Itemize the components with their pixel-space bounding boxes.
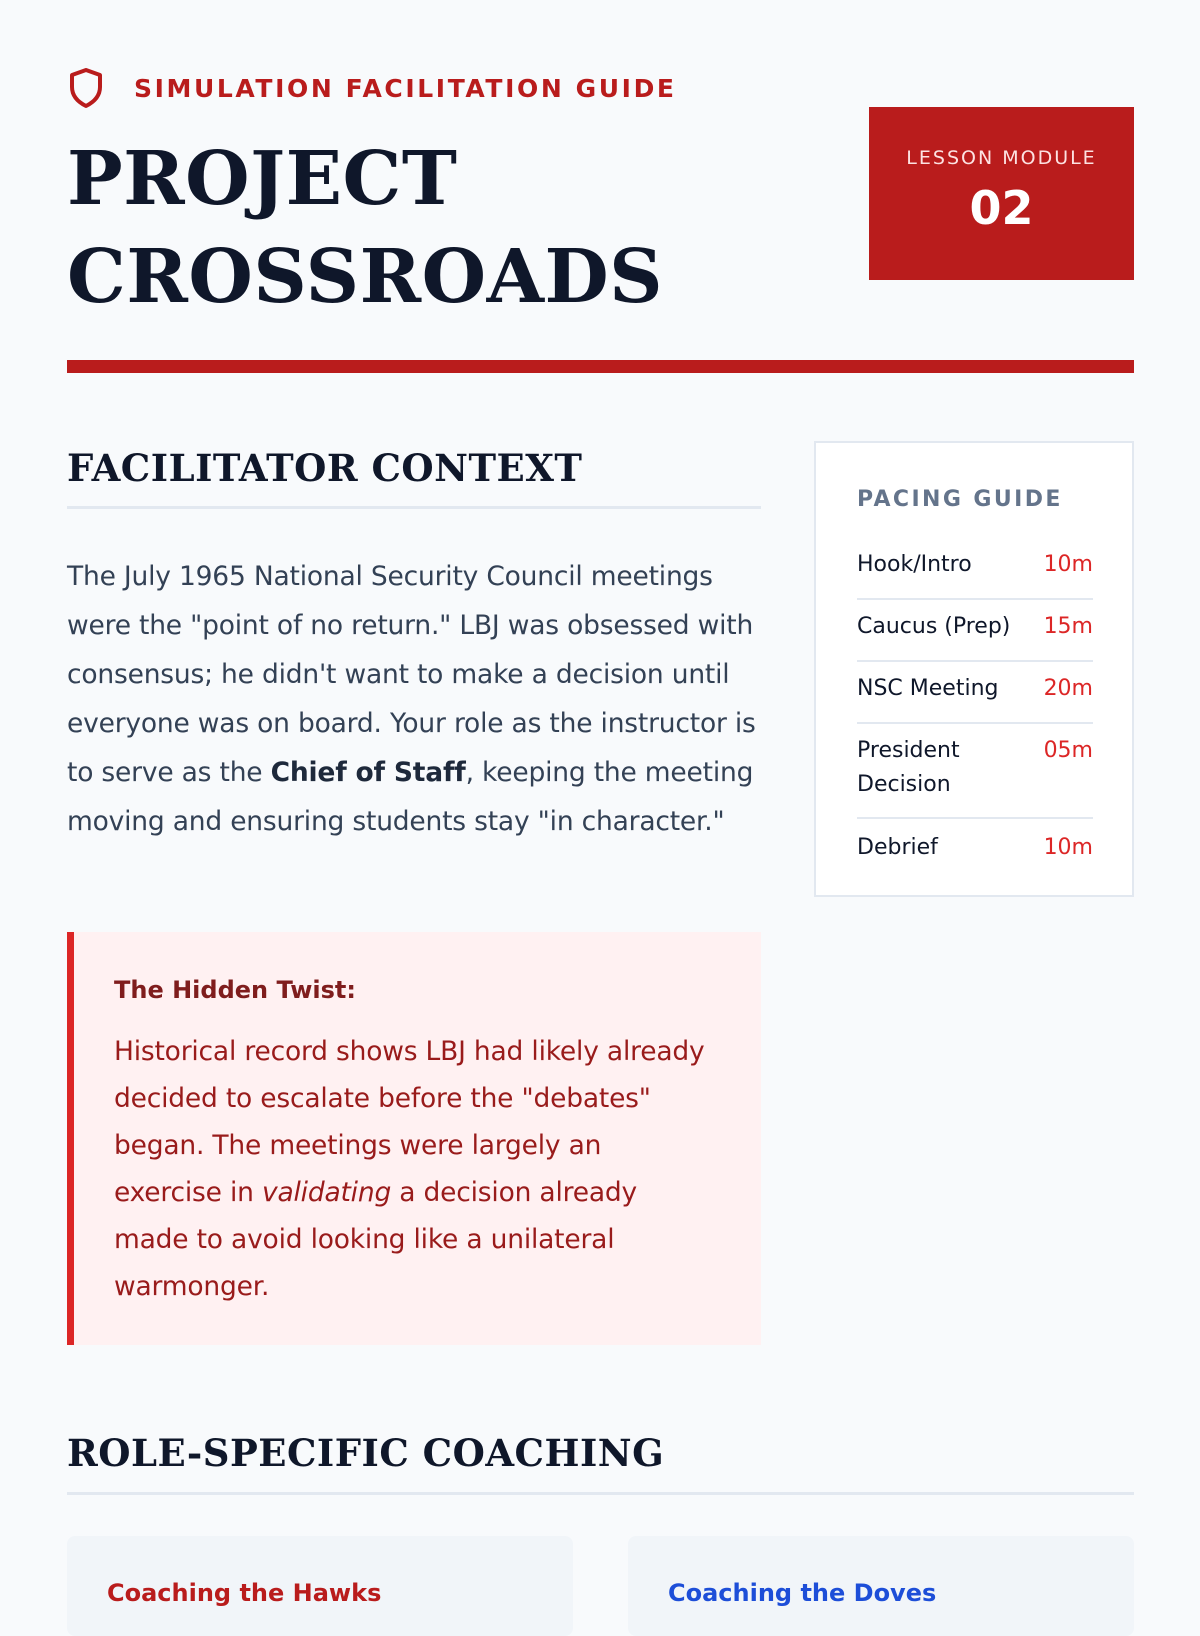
title-line-1: PROJECT xyxy=(67,136,458,222)
context-bold-role: Chief of Staff xyxy=(270,757,466,788)
module-number: 02 xyxy=(969,181,1034,235)
kicker-text: SIMULATION FACILITATION GUIDE xyxy=(134,73,677,103)
twist-title: The Hidden Twist: xyxy=(114,976,356,1004)
module-label: LESSON MODULE xyxy=(906,147,1097,169)
pacing-row xyxy=(857,538,1093,600)
pacing-item-time: 05m xyxy=(1043,738,1093,763)
guide-kicker xyxy=(67,66,677,110)
pacing-row xyxy=(857,600,1093,662)
pacing-list xyxy=(857,538,1093,881)
pacing-row xyxy=(857,724,1093,819)
facilitation-guide-page xyxy=(67,0,1134,1607)
coaching-doves-card xyxy=(628,1536,1134,1636)
pacing-item-label: President Decision xyxy=(857,738,960,797)
coaching-hawks-title: Coaching the Hawks xyxy=(107,1579,382,1607)
header-divider xyxy=(67,360,1134,373)
pacing-item-label: Caucus (Prep) xyxy=(857,614,1011,639)
title-line-2: CROSSROADS xyxy=(67,234,664,320)
pacing-item-time: 10m xyxy=(1043,552,1093,577)
twist-body xyxy=(114,1028,714,1310)
shield-icon xyxy=(67,66,105,110)
hidden-twist-callout xyxy=(67,932,761,1345)
pacing-guide-card xyxy=(814,441,1134,897)
twist-text-2: a decision already made to avoid looking like a unilateral warmonger. xyxy=(114,1177,637,1302)
coaching-doves-title: Coaching the Doves xyxy=(668,1579,937,1607)
context-divider xyxy=(67,506,761,509)
context-text-1: The July 1965 National Security Council meetings were the "point of no return." LBJ was obsessed with consensus; he didn't want to make a decision until everyone was on board. Your role as the instructor is to serve as the xyxy=(67,561,756,788)
role-coaching-heading: ROLE-SPECIFIC COACHING xyxy=(67,1431,665,1475)
pacing-item-label: Debrief xyxy=(857,835,938,860)
pacing-item-time: 20m xyxy=(1043,676,1093,701)
coaching-hawks-card xyxy=(67,1536,573,1636)
context-text-2: , keeping the meeting moving and ensuring students stay "in character." xyxy=(67,757,754,837)
pacing-guide-title: PACING GUIDE xyxy=(857,487,1063,512)
twist-text-1: Historical record shows LBJ had likely already decided to escalate before the "debates" began. The meetings were largely an exercise in xyxy=(114,1036,705,1208)
pacing-item-time: 10m xyxy=(1043,835,1093,860)
role-divider xyxy=(67,1492,1134,1495)
pacing-row xyxy=(857,819,1093,881)
twist-italic: validating xyxy=(261,1177,392,1208)
pacing-item-label: NSC Meeting xyxy=(857,676,999,701)
pacing-item-time: 15m xyxy=(1043,614,1093,639)
pacing-item-label: Hook/Intro xyxy=(857,552,972,577)
lesson-module-badge xyxy=(869,107,1134,280)
page-title xyxy=(67,130,663,326)
facilitator-context-heading: FACILITATOR CONTEXT xyxy=(67,446,583,490)
pacing-row xyxy=(857,662,1093,724)
context-paragraph xyxy=(67,552,761,846)
